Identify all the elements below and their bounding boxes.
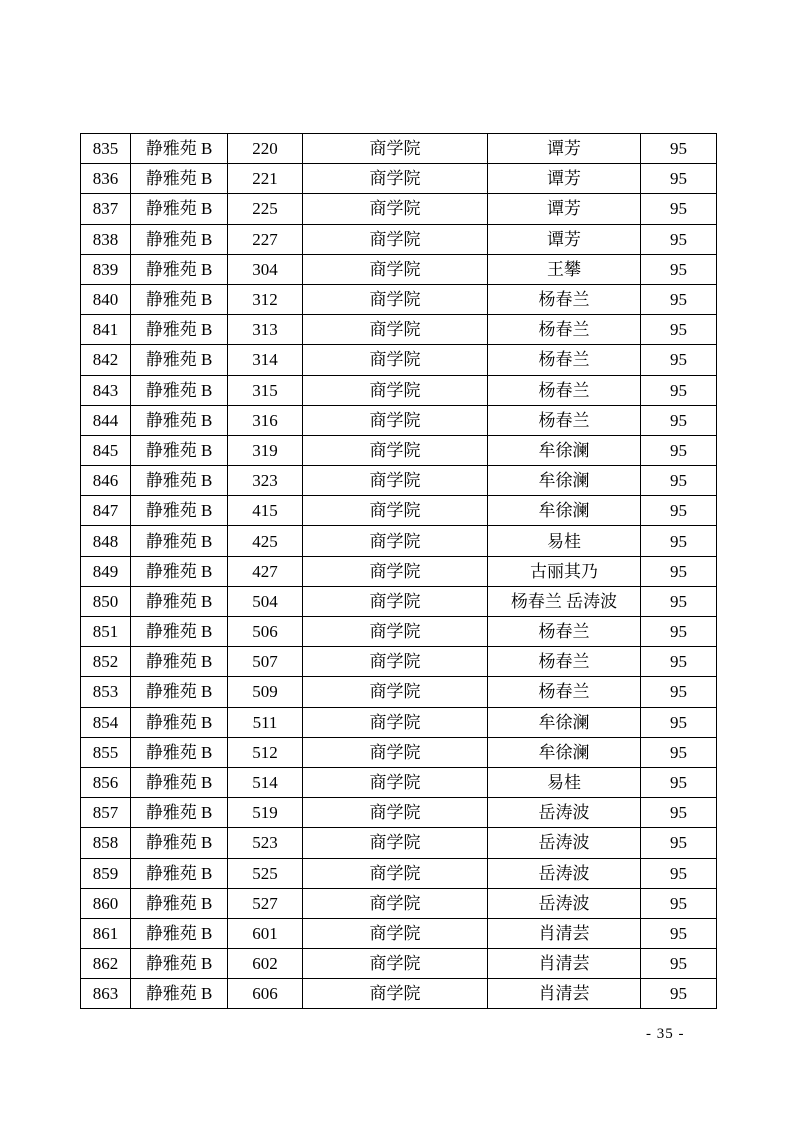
serial-number-cell: 852 bbox=[81, 647, 131, 677]
score-cell: 95 bbox=[641, 798, 717, 828]
college-cell: 商学院 bbox=[303, 194, 488, 224]
counselor-name-cell: 杨春兰 bbox=[488, 375, 641, 405]
building-cell: 静雅苑 B bbox=[131, 435, 228, 465]
building-cell: 静雅苑 B bbox=[131, 798, 228, 828]
counselor-name-cell: 杨春兰 bbox=[488, 617, 641, 647]
college-cell: 商学院 bbox=[303, 888, 488, 918]
table-row bbox=[81, 194, 717, 224]
college-cell: 商学院 bbox=[303, 617, 488, 647]
room-number-cell: 304 bbox=[228, 254, 303, 284]
room-number-cell: 507 bbox=[228, 647, 303, 677]
counselor-name-cell: 杨春兰 岳涛波 bbox=[488, 586, 641, 616]
score-cell: 95 bbox=[641, 767, 717, 797]
building-cell: 静雅苑 B bbox=[131, 647, 228, 677]
room-number-cell: 221 bbox=[228, 164, 303, 194]
building-cell: 静雅苑 B bbox=[131, 737, 228, 767]
serial-number-cell: 857 bbox=[81, 798, 131, 828]
college-cell: 商学院 bbox=[303, 586, 488, 616]
building-cell: 静雅苑 B bbox=[131, 918, 228, 948]
serial-number-cell: 856 bbox=[81, 767, 131, 797]
college-cell: 商学院 bbox=[303, 164, 488, 194]
score-cell: 95 bbox=[641, 435, 717, 465]
building-cell: 静雅苑 B bbox=[131, 284, 228, 314]
room-number-cell: 313 bbox=[228, 315, 303, 345]
counselor-name-cell: 古丽其乃 bbox=[488, 556, 641, 586]
counselor-name-cell: 岳涛波 bbox=[488, 798, 641, 828]
score-cell: 95 bbox=[641, 918, 717, 948]
room-number-cell: 220 bbox=[228, 134, 303, 164]
room-number-cell: 512 bbox=[228, 737, 303, 767]
serial-number-cell: 845 bbox=[81, 435, 131, 465]
serial-number-cell: 841 bbox=[81, 315, 131, 345]
room-number-cell: 525 bbox=[228, 858, 303, 888]
score-cell: 95 bbox=[641, 496, 717, 526]
counselor-name-cell: 谭芳 bbox=[488, 164, 641, 194]
table-row bbox=[81, 798, 717, 828]
counselor-name-cell: 牟徐澜 bbox=[488, 737, 641, 767]
counselor-name-cell: 岳涛波 bbox=[488, 888, 641, 918]
college-cell: 商学院 bbox=[303, 254, 488, 284]
serial-number-cell: 839 bbox=[81, 254, 131, 284]
serial-number-cell: 858 bbox=[81, 828, 131, 858]
college-cell: 商学院 bbox=[303, 677, 488, 707]
college-cell: 商学院 bbox=[303, 224, 488, 254]
counselor-name-cell: 谭芳 bbox=[488, 194, 641, 224]
table-row bbox=[81, 617, 717, 647]
table-row bbox=[81, 949, 717, 979]
table-row bbox=[81, 284, 717, 314]
building-cell: 静雅苑 B bbox=[131, 556, 228, 586]
score-cell: 95 bbox=[641, 858, 717, 888]
table-row bbox=[81, 647, 717, 677]
room-number-cell: 225 bbox=[228, 194, 303, 224]
college-cell: 商学院 bbox=[303, 979, 488, 1009]
counselor-name-cell: 杨春兰 bbox=[488, 345, 641, 375]
college-cell: 商学院 bbox=[303, 315, 488, 345]
room-number-cell: 425 bbox=[228, 526, 303, 556]
score-cell: 95 bbox=[641, 556, 717, 586]
room-number-cell: 514 bbox=[228, 767, 303, 797]
building-cell: 静雅苑 B bbox=[131, 586, 228, 616]
serial-number-cell: 861 bbox=[81, 918, 131, 948]
college-cell: 商学院 bbox=[303, 737, 488, 767]
counselor-name-cell: 牟徐澜 bbox=[488, 707, 641, 737]
table-row bbox=[81, 979, 717, 1009]
building-cell: 静雅苑 B bbox=[131, 134, 228, 164]
table-body bbox=[81, 134, 717, 1009]
room-number-cell: 227 bbox=[228, 224, 303, 254]
score-cell: 95 bbox=[641, 134, 717, 164]
college-cell: 商学院 bbox=[303, 858, 488, 888]
college-cell: 商学院 bbox=[303, 556, 488, 586]
score-cell: 95 bbox=[641, 707, 717, 737]
counselor-name-cell: 杨春兰 bbox=[488, 677, 641, 707]
serial-number-cell: 849 bbox=[81, 556, 131, 586]
college-cell: 商学院 bbox=[303, 798, 488, 828]
building-cell: 静雅苑 B bbox=[131, 677, 228, 707]
table-row bbox=[81, 888, 717, 918]
building-cell: 静雅苑 B bbox=[131, 345, 228, 375]
building-cell: 静雅苑 B bbox=[131, 707, 228, 737]
score-cell: 95 bbox=[641, 224, 717, 254]
table-row bbox=[81, 435, 717, 465]
table-row bbox=[81, 315, 717, 345]
counselor-name-cell: 谭芳 bbox=[488, 224, 641, 254]
building-cell: 静雅苑 B bbox=[131, 194, 228, 224]
room-number-cell: 511 bbox=[228, 707, 303, 737]
table-row bbox=[81, 496, 717, 526]
building-cell: 静雅苑 B bbox=[131, 375, 228, 405]
building-cell: 静雅苑 B bbox=[131, 224, 228, 254]
college-cell: 商学院 bbox=[303, 496, 488, 526]
serial-number-cell: 844 bbox=[81, 405, 131, 435]
table-row bbox=[81, 677, 717, 707]
building-cell: 静雅苑 B bbox=[131, 315, 228, 345]
serial-number-cell: 850 bbox=[81, 586, 131, 616]
building-cell: 静雅苑 B bbox=[131, 767, 228, 797]
room-number-cell: 504 bbox=[228, 586, 303, 616]
serial-number-cell: 843 bbox=[81, 375, 131, 405]
counselor-name-cell: 肖清芸 bbox=[488, 949, 641, 979]
room-number-cell: 323 bbox=[228, 466, 303, 496]
score-cell: 95 bbox=[641, 647, 717, 677]
college-cell: 商学院 bbox=[303, 828, 488, 858]
college-cell: 商学院 bbox=[303, 466, 488, 496]
building-cell: 静雅苑 B bbox=[131, 858, 228, 888]
table-row bbox=[81, 586, 717, 616]
room-number-cell: 606 bbox=[228, 979, 303, 1009]
score-cell: 95 bbox=[641, 405, 717, 435]
serial-number-cell: 853 bbox=[81, 677, 131, 707]
score-cell: 95 bbox=[641, 888, 717, 918]
table-row bbox=[81, 375, 717, 405]
college-cell: 商学院 bbox=[303, 707, 488, 737]
serial-number-cell: 837 bbox=[81, 194, 131, 224]
college-cell: 商学院 bbox=[303, 918, 488, 948]
college-cell: 商学院 bbox=[303, 949, 488, 979]
table-row bbox=[81, 858, 717, 888]
college-cell: 商学院 bbox=[303, 767, 488, 797]
serial-number-cell: 840 bbox=[81, 284, 131, 314]
serial-number-cell: 836 bbox=[81, 164, 131, 194]
score-cell: 95 bbox=[641, 526, 717, 556]
table-row bbox=[81, 556, 717, 586]
score-cell: 95 bbox=[641, 737, 717, 767]
building-cell: 静雅苑 B bbox=[131, 828, 228, 858]
serial-number-cell: 860 bbox=[81, 888, 131, 918]
serial-number-cell: 838 bbox=[81, 224, 131, 254]
table-row bbox=[81, 737, 717, 767]
dormitory-score-table bbox=[80, 133, 717, 1009]
college-cell: 商学院 bbox=[303, 134, 488, 164]
counselor-name-cell: 岳涛波 bbox=[488, 828, 641, 858]
room-number-cell: 519 bbox=[228, 798, 303, 828]
room-number-cell: 527 bbox=[228, 888, 303, 918]
counselor-name-cell: 易桂 bbox=[488, 526, 641, 556]
score-cell: 95 bbox=[641, 828, 717, 858]
room-number-cell: 427 bbox=[228, 556, 303, 586]
score-cell: 95 bbox=[641, 466, 717, 496]
college-cell: 商学院 bbox=[303, 647, 488, 677]
table-row bbox=[81, 164, 717, 194]
serial-number-cell: 847 bbox=[81, 496, 131, 526]
counselor-name-cell: 牟徐澜 bbox=[488, 496, 641, 526]
page-number: - 35 - bbox=[646, 1026, 685, 1042]
serial-number-cell: 851 bbox=[81, 617, 131, 647]
score-cell: 95 bbox=[641, 617, 717, 647]
counselor-name-cell: 牟徐澜 bbox=[488, 466, 641, 496]
score-cell: 95 bbox=[641, 677, 717, 707]
room-number-cell: 315 bbox=[228, 375, 303, 405]
room-number-cell: 312 bbox=[228, 284, 303, 314]
college-cell: 商学院 bbox=[303, 435, 488, 465]
room-number-cell: 509 bbox=[228, 677, 303, 707]
counselor-name-cell: 肖清芸 bbox=[488, 918, 641, 948]
counselor-name-cell: 肖清芸 bbox=[488, 979, 641, 1009]
room-number-cell: 314 bbox=[228, 345, 303, 375]
counselor-name-cell: 王攀 bbox=[488, 254, 641, 284]
room-number-cell: 415 bbox=[228, 496, 303, 526]
serial-number-cell: 846 bbox=[81, 466, 131, 496]
table-row bbox=[81, 224, 717, 254]
serial-number-cell: 855 bbox=[81, 737, 131, 767]
counselor-name-cell: 杨春兰 bbox=[488, 405, 641, 435]
college-cell: 商学院 bbox=[303, 375, 488, 405]
counselor-name-cell: 牟徐澜 bbox=[488, 435, 641, 465]
serial-number-cell: 859 bbox=[81, 858, 131, 888]
building-cell: 静雅苑 B bbox=[131, 466, 228, 496]
counselor-name-cell: 谭芳 bbox=[488, 134, 641, 164]
serial-number-cell: 863 bbox=[81, 979, 131, 1009]
room-number-cell: 506 bbox=[228, 617, 303, 647]
college-cell: 商学院 bbox=[303, 526, 488, 556]
serial-number-cell: 848 bbox=[81, 526, 131, 556]
room-number-cell: 523 bbox=[228, 828, 303, 858]
table-row bbox=[81, 918, 717, 948]
serial-number-cell: 835 bbox=[81, 134, 131, 164]
score-cell: 95 bbox=[641, 254, 717, 284]
table-row bbox=[81, 254, 717, 284]
college-cell: 商学院 bbox=[303, 405, 488, 435]
room-number-cell: 319 bbox=[228, 435, 303, 465]
table-row bbox=[81, 707, 717, 737]
room-number-cell: 601 bbox=[228, 918, 303, 948]
score-cell: 95 bbox=[641, 375, 717, 405]
score-cell: 95 bbox=[641, 979, 717, 1009]
building-cell: 静雅苑 B bbox=[131, 164, 228, 194]
college-cell: 商学院 bbox=[303, 284, 488, 314]
counselor-name-cell: 易桂 bbox=[488, 767, 641, 797]
table-row bbox=[81, 466, 717, 496]
table-row bbox=[81, 526, 717, 556]
score-cell: 95 bbox=[641, 284, 717, 314]
table-row bbox=[81, 767, 717, 797]
building-cell: 静雅苑 B bbox=[131, 888, 228, 918]
score-cell: 95 bbox=[641, 164, 717, 194]
building-cell: 静雅苑 B bbox=[131, 405, 228, 435]
counselor-name-cell: 杨春兰 bbox=[488, 315, 641, 345]
serial-number-cell: 854 bbox=[81, 707, 131, 737]
table-row bbox=[81, 828, 717, 858]
building-cell: 静雅苑 B bbox=[131, 617, 228, 647]
college-cell: 商学院 bbox=[303, 345, 488, 375]
serial-number-cell: 862 bbox=[81, 949, 131, 979]
table-row bbox=[81, 134, 717, 164]
counselor-name-cell: 杨春兰 bbox=[488, 284, 641, 314]
building-cell: 静雅苑 B bbox=[131, 949, 228, 979]
counselor-name-cell: 杨春兰 bbox=[488, 647, 641, 677]
serial-number-cell: 842 bbox=[81, 345, 131, 375]
table-row bbox=[81, 345, 717, 375]
score-cell: 95 bbox=[641, 345, 717, 375]
table-row bbox=[81, 405, 717, 435]
building-cell: 静雅苑 B bbox=[131, 526, 228, 556]
building-cell: 静雅苑 B bbox=[131, 496, 228, 526]
score-cell: 95 bbox=[641, 586, 717, 616]
score-cell: 95 bbox=[641, 949, 717, 979]
room-number-cell: 316 bbox=[228, 405, 303, 435]
counselor-name-cell: 岳涛波 bbox=[488, 858, 641, 888]
building-cell: 静雅苑 B bbox=[131, 254, 228, 284]
room-number-cell: 602 bbox=[228, 949, 303, 979]
score-cell: 95 bbox=[641, 315, 717, 345]
score-cell: 95 bbox=[641, 194, 717, 224]
building-cell: 静雅苑 B bbox=[131, 979, 228, 1009]
